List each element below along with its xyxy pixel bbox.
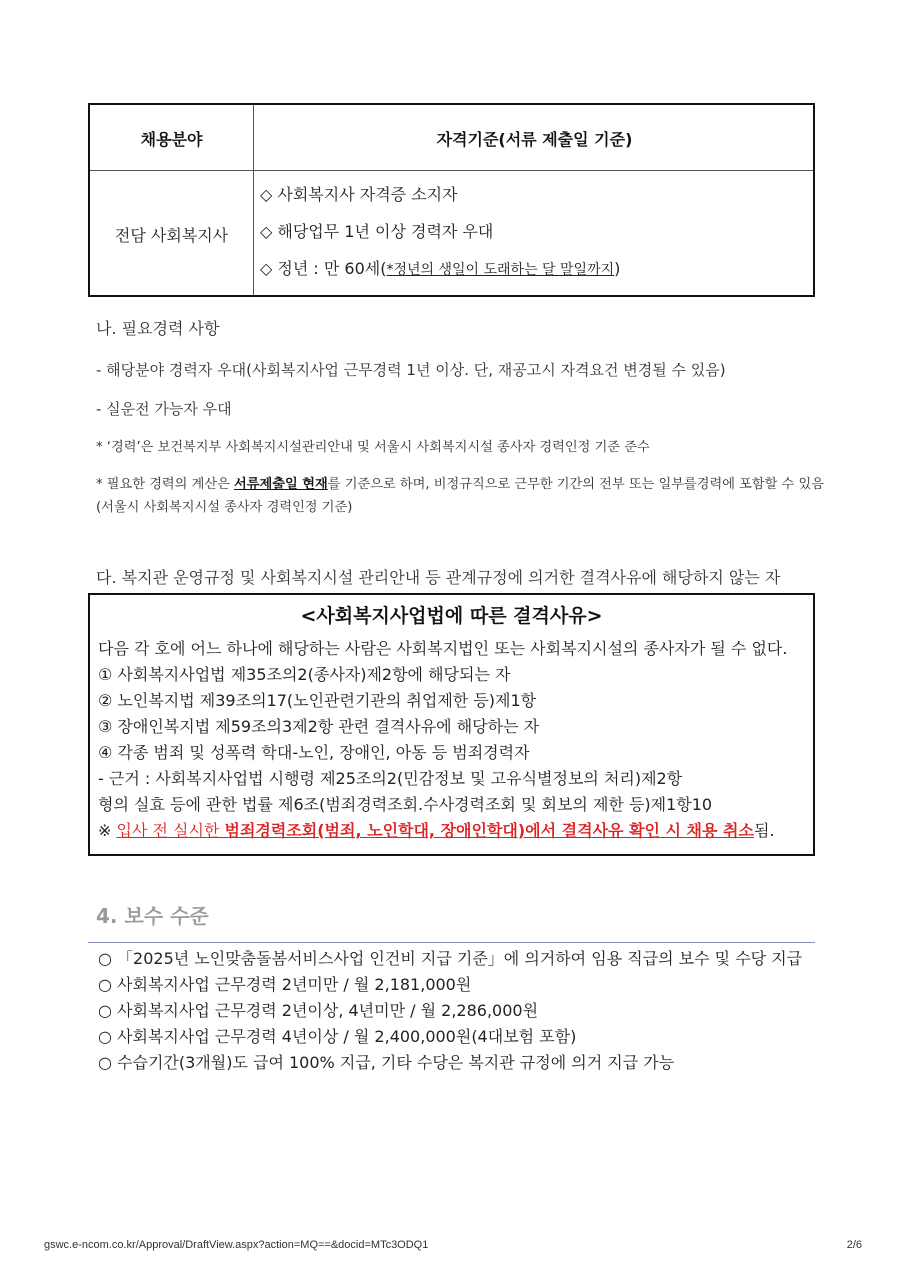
- disqualification-box: [88, 593, 815, 856]
- disqualification-line: ③ 장애인복지법 제59조의3제2항 관련 결격사유에 해당하는 자: [98, 717, 540, 736]
- section4-title: 4. 보수 수준: [96, 904, 209, 928]
- career-item: - 실운전 가능자 우대: [96, 400, 232, 418]
- notice-suffix: 됨.: [753, 821, 775, 840]
- field-name: 전담 사회복지사: [114, 225, 229, 245]
- header-criteria: 자격기준(서류 제출일 기준): [436, 129, 633, 149]
- disqualification-line: - 근거 : 사회복지사업법 시행령 제25조의2(민감정보 및 고유식별정보의 처리)제2항: [98, 769, 683, 788]
- header-field: 채용분야: [140, 129, 203, 149]
- page-number: 2/6: [846, 1239, 862, 1251]
- section4-divider: [88, 942, 815, 943]
- footer-url: gswc.e-ncom.co.kr/Approval/DraftView.aspx?action=MQ==&docid=MTc3ODQ1: [44, 1239, 429, 1251]
- pay-item: ○ 사회복지사업 근무경력 2년이상, 4년미만 / 월 2,286,000원: [98, 1001, 539, 1020]
- age-suffix: ): [614, 259, 621, 278]
- criteria-item: ◇ 해당업무 1년 이상 경력자 우대: [260, 222, 494, 241]
- disqualification-line: 다음 각 호에 어느 하나에 해당하는 사람은 사회복지법인 또는 사회복지시설의 종사자가 될 수 없다.: [98, 639, 788, 658]
- disqualification-line: ① 사회복지사업법 제35조의2(종사자)제2항에 해당되는 자: [98, 665, 511, 684]
- age-prefix: ◇ 정년 : 만 60세(: [260, 259, 387, 278]
- section-da-title: 다. 복지관 운영규정 및 사회복지시설 관리안내 등 관계규정에 의거한 결격사유에 해당하지 않는 자: [96, 568, 781, 587]
- notice-red: 입사 전 실시한: [116, 821, 225, 840]
- note-suffix: 를 기준으로 하며, 비정규직으로 근무한 기간의 전부 또는 일부를경력에 포함할 수 있음: [327, 477, 824, 492]
- notice-red-bold: 범죄경력조회(범죄, 노인학대, 장애인학대)에서 결격사유 확인 시 채용 취소: [224, 821, 754, 840]
- pay-item: ○ 사회복지사업 근무경력 2년미만 / 월 2,181,000원: [98, 975, 472, 994]
- disqualification-notice: [98, 818, 775, 841]
- disqualification-title: <사회복지사업법에 따른 결격사유>: [300, 605, 603, 627]
- pay-item: ○ 수습기간(3개월)도 급여 100% 지급, 기타 수당은 복지관 규정에 의거 지급 가능: [98, 1053, 675, 1072]
- career-note: (서울시 사회복지시설 종사자 경력인정 기준): [96, 500, 353, 515]
- career-note: [96, 473, 824, 492]
- note-emphasis: 서류제출일 현재: [234, 477, 328, 492]
- pay-item: ○ 사회복지사업 근무경력 4년이상 / 월 2,400,000원(4대보험 포함): [98, 1027, 577, 1046]
- disqualification-line: ④ 각종 범죄 및 성폭력 학대-노인, 장애인, 아동 등 범죄경력자: [98, 743, 530, 762]
- disqualification-line: 형의 실효 등에 관한 법률 제6조(범죄경력조회.수사경력조회 및 회보의 제한 등)제1항10: [98, 795, 713, 814]
- age-note: *정년의 생일이 도래하는 달 말일까지: [386, 262, 615, 278]
- note-prefix: * 필요한 경력의 계산은: [96, 477, 235, 492]
- criteria-item: ◇ 사회복지사 자격증 소지자: [260, 185, 458, 204]
- section-na-title: 나. 필요경력 사항: [96, 319, 220, 338]
- notice-prefix: ※: [98, 821, 117, 840]
- pay-item: ○ 「2025년 노인맞춤돌봄서비스사업 인건비 지급 기준」에 의거하여 임용 직급의 보수 및 수당 지급: [98, 949, 803, 968]
- career-item: - 해당분야 경력자 우대(사회복지사업 근무경력 1년 이상. 단, 재공고시 자격요건 변경될 수 있음): [96, 361, 726, 379]
- career-note: * ‘경력’은 보건복지부 사회복지시설관리안내 및 서울시 사회복지시설 종사자 경력인정 기준 준수: [96, 440, 650, 455]
- criteria-list: [260, 183, 620, 294]
- qualification-table: [88, 103, 815, 297]
- criteria-item-age: [260, 257, 620, 294]
- disqualification-line: ② 노인복지법 제39조의17(노인관련기관의 취업제한 등)제1항: [98, 691, 537, 710]
